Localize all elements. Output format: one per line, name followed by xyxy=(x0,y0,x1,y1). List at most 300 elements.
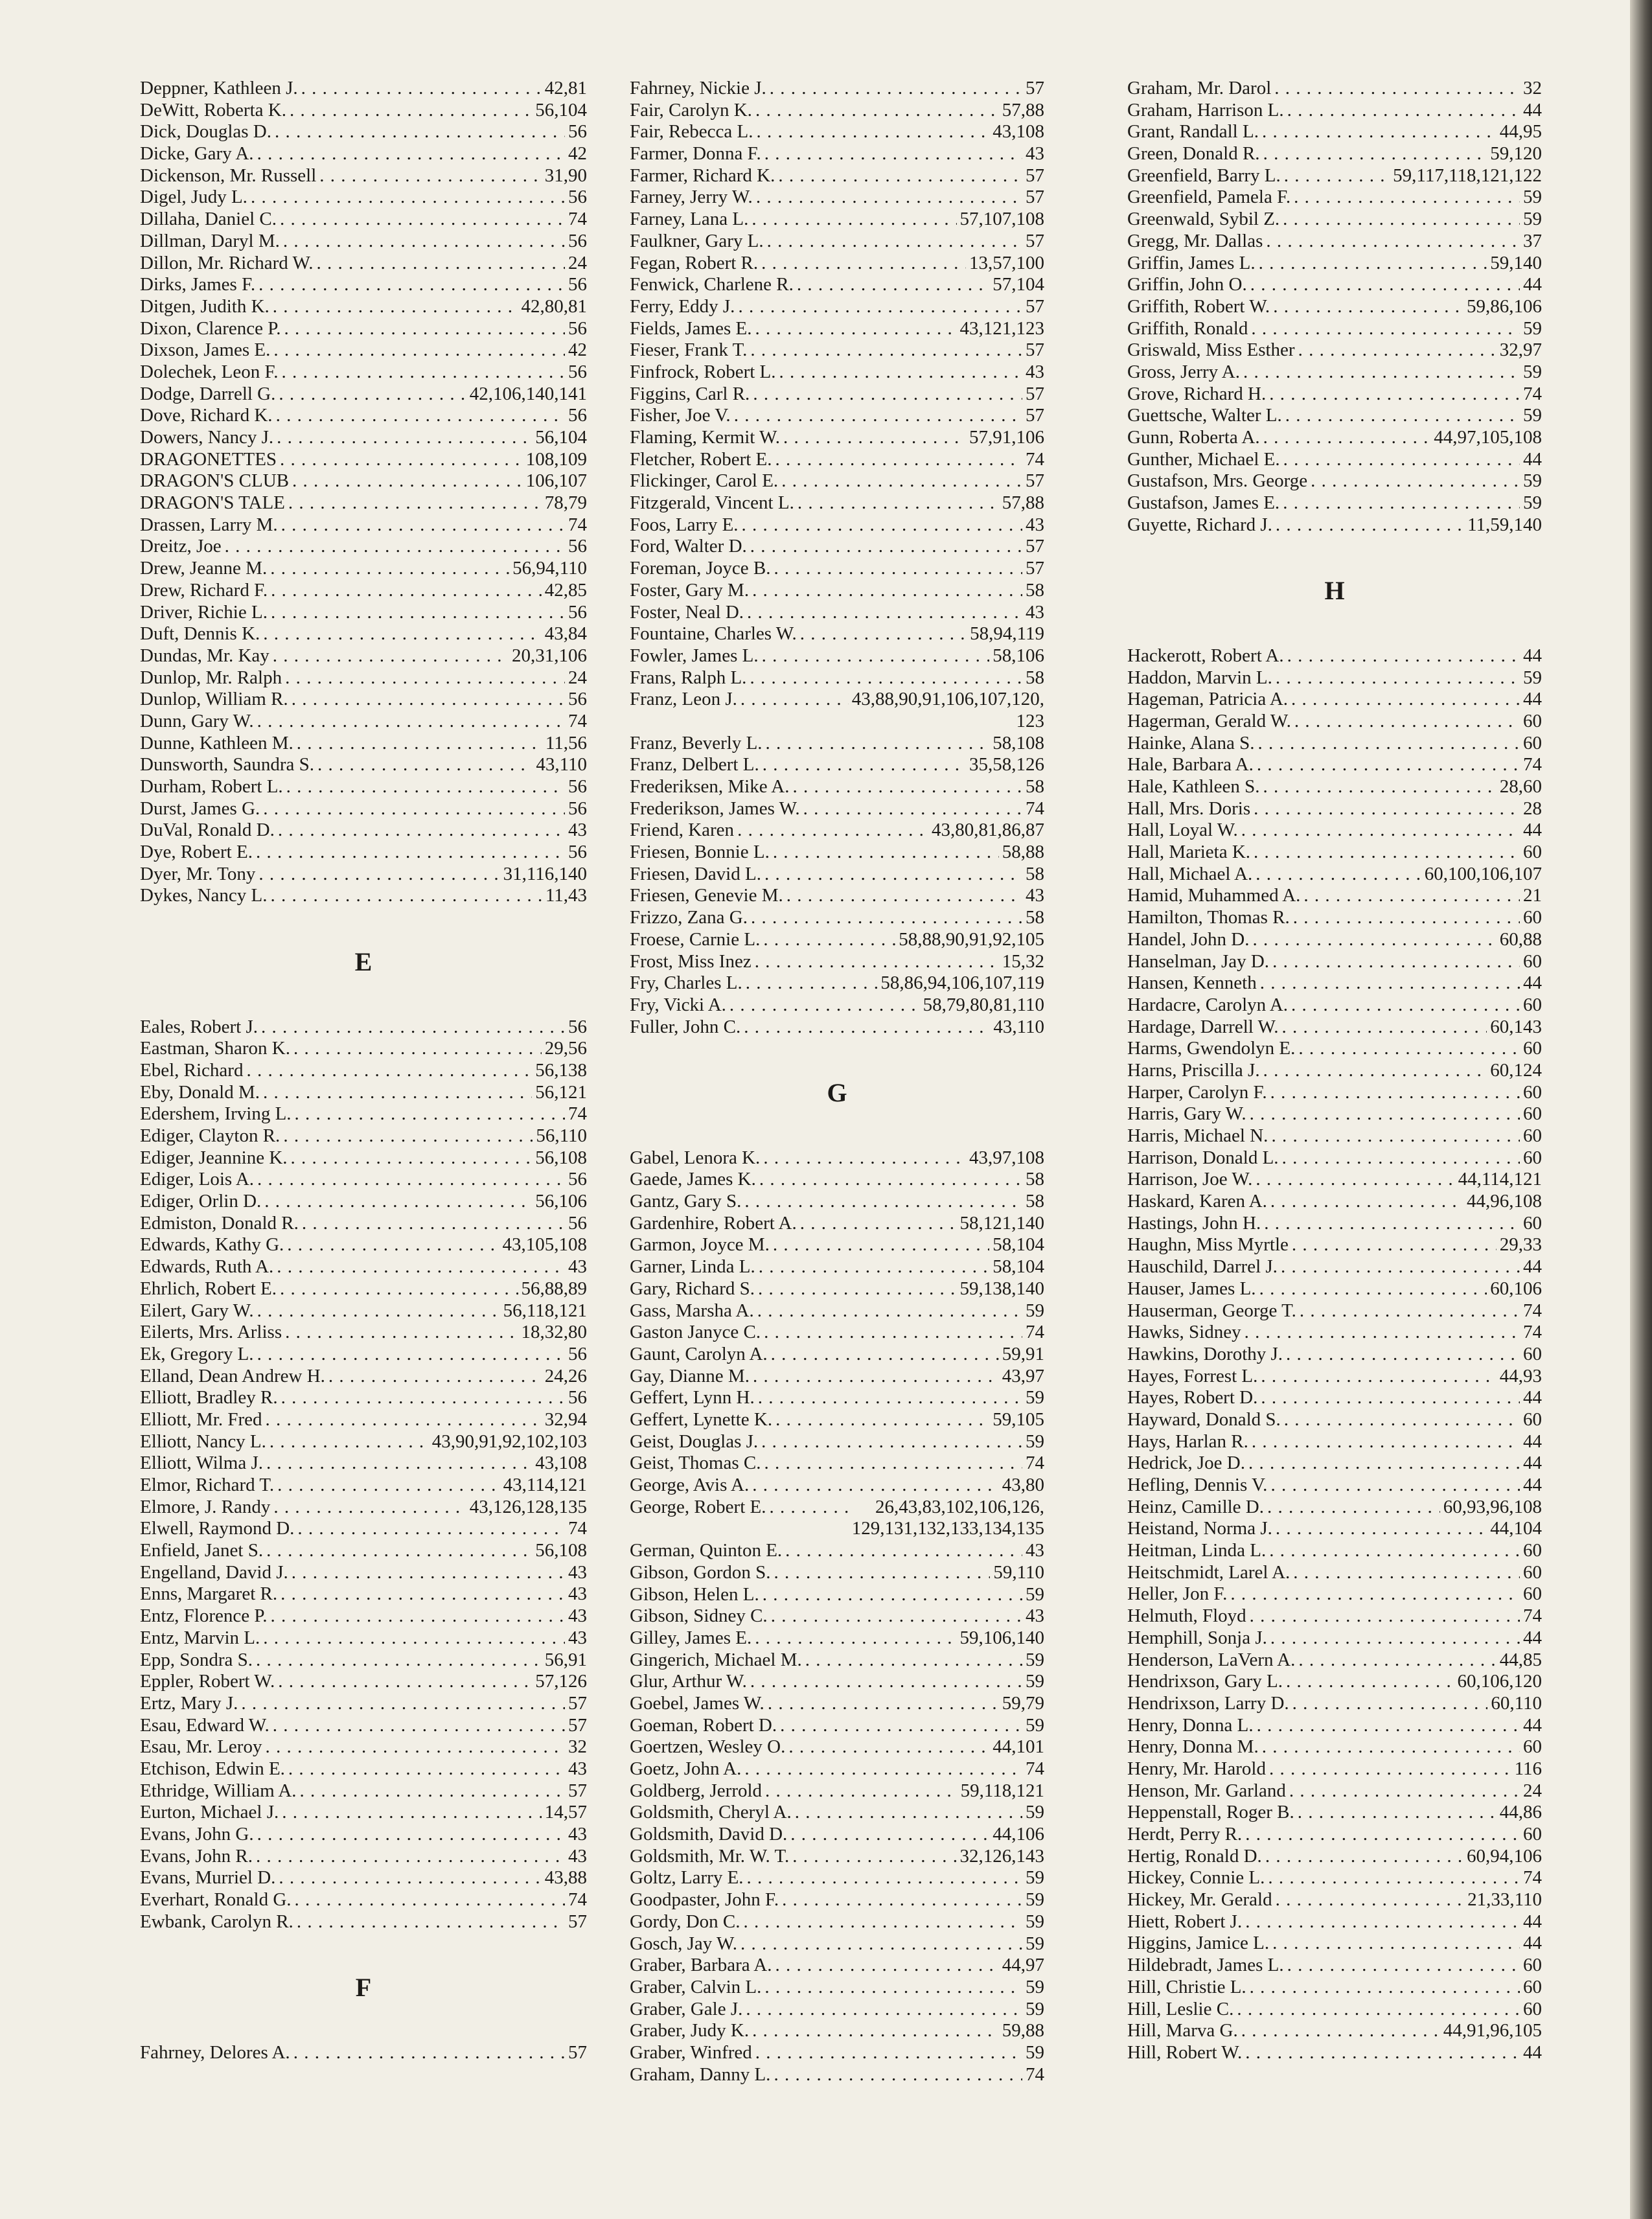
entry-name: Ditgen, Judith K. xyxy=(140,295,270,317)
dot-leader xyxy=(792,776,1022,798)
entry-pages: 42,106,140,141 xyxy=(469,383,587,404)
entry-name: Gantz, Gary S. xyxy=(630,1191,742,1212)
index-entry xyxy=(140,143,587,165)
entry-name: Hefling, Dennis V. xyxy=(1127,1475,1268,1495)
entry-name: Dillman, Daryl M. xyxy=(140,230,280,251)
dot-leader xyxy=(266,1409,542,1431)
dot-leader xyxy=(257,143,565,165)
dot-leader xyxy=(256,1846,565,1868)
entry-pages: 59 xyxy=(1523,492,1542,514)
entry-name: Driver, Richie L. xyxy=(140,601,268,623)
index-column-3 xyxy=(1127,78,1542,2064)
entry-name: Eilerts, Mrs. Arliss xyxy=(140,1322,282,1343)
entry-name: Gunther, Michael E. xyxy=(1127,448,1280,470)
entry-pages: 32,97 xyxy=(1499,339,1542,361)
entry-pages: 58 xyxy=(1026,1191,1044,1212)
dot-leader xyxy=(774,2064,1022,2086)
entry-pages: 43 xyxy=(1026,143,1044,165)
index-entry xyxy=(630,558,1044,580)
entry-name: Gibson, Sidney C. xyxy=(630,1605,768,1627)
index-entry xyxy=(630,1758,1044,1780)
entry-name: Hale, Kathleen S. xyxy=(1127,776,1260,797)
entry-pages: 43 xyxy=(568,820,587,841)
entry-name: Epp, Sondra S. xyxy=(140,1649,253,1670)
entry-name: Elliott, Nancy L. xyxy=(140,1431,266,1452)
entry-name: Ediger, Clayton R. xyxy=(140,1125,281,1146)
entry-name: Gaede, James K. xyxy=(630,1169,756,1190)
entry-name: Everhart, Ronald G. xyxy=(140,1889,292,1911)
entry-name: Fry, Charles L. xyxy=(630,972,742,994)
dot-leader xyxy=(797,274,989,296)
dot-leader xyxy=(755,2042,1022,2064)
entry-name: Graham, Danny L. xyxy=(630,2064,771,2085)
entry-pages: 44 xyxy=(1523,972,1542,994)
index-entry xyxy=(630,929,1044,951)
entry-name: Dolechek, Leon F. xyxy=(140,361,279,382)
index-entry xyxy=(140,318,587,340)
entry-pages: 74 xyxy=(1026,448,1044,470)
entry-pages: 24 xyxy=(1523,1780,1542,1801)
entry-pages: 56 xyxy=(568,317,587,339)
dot-leader xyxy=(768,1693,999,1715)
entry-pages: 43,126,128,135 xyxy=(469,1496,587,1517)
entry-name: German, Quinton E. xyxy=(630,1540,783,1561)
entry-name: Hendrixson, Gary L. xyxy=(1127,1671,1283,1692)
entry-name: Gosch, Jay W. xyxy=(630,1933,737,1954)
entry-name: Gardenhire, Robert A. xyxy=(630,1212,797,1234)
entry-pages: 57 xyxy=(1026,339,1044,361)
entry-name: Fitzgerald, Vincent L. xyxy=(630,492,794,514)
dot-leader xyxy=(302,1213,565,1235)
entry-pages: 44 xyxy=(1523,1387,1542,1408)
index-entry xyxy=(1127,1802,1542,1824)
entry-name: Fahrney, Delores A. xyxy=(140,2041,290,2063)
entry-name: Hall, Mrs. Doris xyxy=(1127,798,1251,819)
dot-leader xyxy=(1269,384,1520,406)
entry-name: Hageman, Patricia A. xyxy=(1127,689,1289,710)
entry-name: Goeman, Robert D. xyxy=(630,1714,777,1736)
dot-leader xyxy=(271,1605,565,1627)
entry-name: Ediger, Orlin D. xyxy=(140,1191,262,1212)
dot-leader xyxy=(1245,1824,1520,1846)
entry-pages: 21,33,110 xyxy=(1467,1889,1542,1911)
entry-name: Farney, Lana L. xyxy=(630,209,749,230)
dot-leader xyxy=(1298,1650,1496,1672)
entry-pages: 58 xyxy=(1026,579,1044,601)
index-entry xyxy=(1127,667,1542,689)
entry-pages: 56,94,110 xyxy=(512,558,587,579)
index-entry xyxy=(630,514,1044,536)
dot-leader xyxy=(1289,1780,1520,1802)
entry-name: Heinz, Camille D. xyxy=(1127,1496,1265,1517)
dot-leader xyxy=(775,1955,998,1977)
index-entry xyxy=(140,1147,587,1169)
index-entry xyxy=(630,1977,1044,1999)
index-entry xyxy=(630,1584,1044,1606)
dot-leader xyxy=(1287,1955,1520,1977)
entry-pages: 37 xyxy=(1523,230,1542,251)
entry-pages: 44 xyxy=(1523,1627,1542,1648)
dot-leader xyxy=(288,1758,565,1780)
entry-name: Graham, Harrison L. xyxy=(1127,99,1284,121)
index-entry xyxy=(140,1431,587,1453)
entry-name: DRAGON'S CLUB xyxy=(140,470,290,492)
dot-leader xyxy=(317,754,533,776)
index-entry xyxy=(140,339,587,362)
dot-leader xyxy=(1245,2042,1520,2064)
index-entry xyxy=(630,1562,1044,1584)
index-entry xyxy=(1127,1017,1542,1039)
entry-pages: 60 xyxy=(1523,1824,1542,1845)
index-entry xyxy=(630,427,1044,449)
entry-pages: 44 xyxy=(1523,1714,1542,1736)
entry-name: Enfield, Janet S. xyxy=(140,1540,264,1561)
entry-pages: 15,32 xyxy=(1002,950,1044,972)
entry-pages: 57 xyxy=(568,1692,587,1714)
dot-leader xyxy=(1259,253,1487,275)
index-entry xyxy=(1127,1933,1542,1955)
entry-name: Esau, Edward W. xyxy=(140,1714,270,1736)
entry-name: Dunlop, Mr. Ralph xyxy=(140,667,282,688)
entry-name: Ewbank, Carolyn R. xyxy=(140,1911,293,1932)
entry-pages: 59,86,106 xyxy=(1467,295,1542,317)
entry-pages: 59 xyxy=(1026,1976,1044,1997)
dot-leader xyxy=(1270,1627,1520,1650)
dot-leader xyxy=(1245,1911,1520,1933)
dot-leader xyxy=(279,1867,541,1889)
index-entry xyxy=(630,1999,1044,2021)
index-entry xyxy=(140,470,587,492)
dot-leader xyxy=(750,339,1022,362)
index-entry xyxy=(630,1846,1044,1868)
entry-pages: 60 xyxy=(1523,1583,1542,1605)
dot-leader xyxy=(751,907,1022,929)
entry-name: Dick, Douglas D. xyxy=(140,121,271,143)
index-entry xyxy=(630,1497,1044,1540)
entry-name: Eppler, Robert W. xyxy=(140,1671,275,1692)
entry-pages: 44,95 xyxy=(1499,121,1542,143)
dot-leader xyxy=(257,1344,565,1366)
entry-name: Elland, Dean Andrew H. xyxy=(140,1365,325,1386)
index-entry xyxy=(140,820,587,842)
entry-pages: 108,109 xyxy=(525,448,587,470)
entry-pages: 57,126 xyxy=(535,1671,587,1692)
entry-name: Graber, Judy K. xyxy=(630,2020,750,2041)
index-entry xyxy=(630,1650,1044,1672)
entry-name: Drew, Richard F. xyxy=(140,579,268,601)
entry-name: Gregg, Mr. Dallas xyxy=(1127,230,1263,251)
dot-leader xyxy=(1303,885,1520,907)
index-entry xyxy=(630,405,1044,427)
index-entry xyxy=(140,689,587,711)
index-entry xyxy=(140,427,587,449)
index-entry xyxy=(630,1605,1044,1627)
index-entry xyxy=(140,1780,587,1802)
index-entry xyxy=(630,820,1044,842)
index-entry xyxy=(1127,1191,1542,1213)
entry-pages: 58,94,119 xyxy=(970,623,1044,645)
index-entry xyxy=(630,1736,1044,1758)
entry-pages: 43,97 xyxy=(1002,1365,1044,1386)
dot-leader xyxy=(1286,1671,1454,1693)
dot-leader xyxy=(295,1103,565,1125)
dot-leader xyxy=(275,121,565,143)
entry-name: Ertz, Mary J. xyxy=(140,1692,238,1714)
entry-name: Evans, Murriel D. xyxy=(140,1867,276,1889)
entry-pages: 28 xyxy=(1523,798,1542,819)
index-entry xyxy=(630,470,1044,492)
index-entry xyxy=(1127,1344,1542,1366)
entry-pages: 57,91,106 xyxy=(969,427,1044,448)
index-entry xyxy=(630,951,1044,973)
index-entry xyxy=(140,1475,587,1497)
index-entry xyxy=(1127,1256,1542,1278)
entry-pages: 56,108 xyxy=(535,1147,587,1168)
dot-leader xyxy=(1282,1017,1487,1039)
entry-pages: 59 xyxy=(1026,1387,1044,1408)
section-heading: E xyxy=(354,947,373,976)
index-entry xyxy=(140,274,587,296)
index-entry xyxy=(1127,1475,1542,1497)
entry-pages: 59 xyxy=(1026,1998,1044,2019)
entry-pages: 32 xyxy=(1523,78,1542,98)
entry-name: Geffert, Lynette K. xyxy=(630,1408,773,1430)
entry-name: Fisher, Joe V. xyxy=(630,405,731,426)
entry-name: Griswald, Miss Esther xyxy=(1127,339,1295,361)
entry-name: Graber, Barbara A. xyxy=(630,1955,772,1976)
dot-leader xyxy=(1252,929,1496,951)
dot-leader xyxy=(270,1431,429,1453)
entry-name: Goebel, James W. xyxy=(630,1692,764,1714)
index-entry xyxy=(1127,1715,1542,1737)
entry-name: Edershem, Irving L. xyxy=(140,1103,292,1125)
dot-leader xyxy=(1266,231,1520,253)
entry-pages: 56 xyxy=(568,187,587,208)
dot-leader xyxy=(1263,143,1487,165)
entry-name: Hemphill, Sonja J. xyxy=(1127,1627,1267,1648)
index-entry xyxy=(630,296,1044,318)
entry-pages: 59 xyxy=(1523,187,1542,208)
dot-leader xyxy=(1256,864,1421,886)
entry-name: Hardacre, Carolyn A. xyxy=(1127,994,1289,1015)
entry-pages: 58 xyxy=(1026,863,1044,884)
entry-pages: 57,88 xyxy=(1002,99,1044,121)
dot-leader xyxy=(762,645,990,667)
entry-pages: 43,88,90,91,106,107,120, 123 xyxy=(851,689,1044,731)
dot-leader xyxy=(763,1584,1022,1606)
entry-name: Hamilton, Thomas R. xyxy=(1127,907,1290,928)
index-entry xyxy=(1127,820,1542,842)
index-entry xyxy=(1127,1322,1542,1344)
dot-leader xyxy=(251,187,565,209)
index-entry xyxy=(630,1955,1044,1977)
entry-pages: 57 xyxy=(1026,230,1044,251)
entry-pages: 56 xyxy=(568,601,587,623)
entry-pages: 59 xyxy=(1523,470,1542,492)
entry-name: Hanselman, Jay D. xyxy=(1127,950,1270,972)
entry-name: Henderson, LaVern A. xyxy=(1127,1649,1296,1670)
entry-pages: 74 xyxy=(1026,1322,1044,1343)
index-column-1 xyxy=(140,78,587,2064)
dot-leader xyxy=(271,885,542,907)
index-entry xyxy=(1127,143,1542,165)
entry-pages: 58,86,94,106,107,119 xyxy=(880,972,1044,994)
entry-pages: 21 xyxy=(1523,885,1542,906)
dot-leader xyxy=(271,602,565,624)
entry-pages: 56,104 xyxy=(535,427,587,448)
section-heading: F xyxy=(355,1972,372,2002)
entry-name: Deppner, Kathleen J. xyxy=(140,78,298,98)
index-entry xyxy=(1127,1038,1542,1060)
index-entry xyxy=(630,864,1044,886)
entry-pages: 44 xyxy=(1523,1933,1542,1954)
dot-leader xyxy=(746,1999,1022,2021)
entry-pages: 60 xyxy=(1523,1038,1542,1059)
entry-name: Fountaine, Charles W. xyxy=(630,623,797,645)
entry-pages: 74 xyxy=(1026,1453,1044,1474)
entry-name: Geist, Thomas C. xyxy=(630,1453,761,1474)
index-entry xyxy=(1127,231,1542,253)
entry-pages: 56 xyxy=(568,536,587,557)
dot-leader xyxy=(1276,1889,1464,1911)
index-entry xyxy=(140,667,587,689)
index-entry xyxy=(140,1256,587,1278)
entry-pages: 60 xyxy=(1523,1147,1542,1168)
index-entry xyxy=(140,492,587,514)
entry-pages: 43 xyxy=(568,1824,587,1845)
entry-pages: 59 xyxy=(1026,1649,1044,1670)
dot-leader xyxy=(1272,1933,1520,1955)
entry-name: Eastman, Sharon K. xyxy=(140,1038,290,1059)
entry-pages: 31,90 xyxy=(544,165,587,186)
dot-leader xyxy=(1298,1038,1520,1060)
entry-pages: 60 xyxy=(1523,907,1542,928)
index-entry xyxy=(140,1671,587,1693)
index-entry xyxy=(1127,1387,1542,1409)
entry-pages: 59,91 xyxy=(1002,1343,1044,1364)
entry-name: Dixson, James E. xyxy=(140,339,271,361)
dot-leader xyxy=(1254,798,1520,820)
entry-name: Henry, Mr. Harold xyxy=(1127,1758,1266,1779)
dot-leader xyxy=(280,1278,518,1300)
dot-leader xyxy=(759,1256,990,1278)
dot-leader xyxy=(288,492,542,514)
entry-pages: 56,106 xyxy=(535,1191,587,1212)
index-entry xyxy=(1127,362,1542,384)
dot-leader xyxy=(319,165,541,187)
entry-name: Harrison, Joe W. xyxy=(1127,1169,1253,1190)
index-entry xyxy=(140,842,587,864)
entry-name: Greenwald, Sybil Z. xyxy=(1127,209,1280,230)
entry-name: Friesen, David L. xyxy=(630,863,761,884)
index-entry xyxy=(630,1911,1044,1933)
entry-name: Frans, Ralph L. xyxy=(630,667,747,688)
entry-pages: 56,88,89 xyxy=(521,1278,587,1299)
index-entry xyxy=(630,1431,1044,1453)
entry-pages: 44,114,121 xyxy=(1458,1169,1542,1190)
entry-name: Hamid, Muhammed A. xyxy=(1127,885,1301,906)
entry-pages: 60,94,106 xyxy=(1467,1845,1542,1867)
entry-name: Hill, Robert W. xyxy=(1127,2041,1243,2063)
dot-leader xyxy=(261,1017,565,1039)
entry-name: Dickenson, Mr. Russell xyxy=(140,165,317,186)
entry-name: Ek, Gregory L. xyxy=(140,1343,254,1364)
index-entry xyxy=(630,1256,1044,1278)
entry-pages: 74 xyxy=(1523,754,1542,776)
dot-leader xyxy=(1254,842,1520,864)
entry-pages: 43 xyxy=(1026,1605,1044,1627)
index-entry xyxy=(630,645,1044,667)
index-entry xyxy=(140,1344,587,1366)
dot-leader xyxy=(295,1889,565,1911)
dot-leader xyxy=(1261,1387,1520,1409)
entry-pages: 24 xyxy=(568,252,587,273)
entry-name: Harns, Priscilla J. xyxy=(1127,1059,1260,1081)
entry-name: Dunn, Gary W. xyxy=(140,710,254,731)
dot-leader xyxy=(1250,1605,1520,1627)
dot-leader xyxy=(774,1562,991,1584)
spacer xyxy=(630,1038,1044,1060)
entry-pages: 58 xyxy=(1026,1169,1044,1190)
entry-pages: 44 xyxy=(1523,1475,1542,1495)
dot-leader xyxy=(792,1846,956,1868)
dot-leader xyxy=(1230,1583,1520,1605)
index-entry xyxy=(1127,405,1542,427)
index-entry xyxy=(140,580,587,602)
dot-leader xyxy=(744,1911,1022,1933)
index-entry xyxy=(1127,995,1542,1017)
entry-name: Heitschmidt, Larel A. xyxy=(1127,1561,1291,1583)
dot-leader xyxy=(273,339,565,362)
entry-pages: 56 xyxy=(568,842,587,863)
index-entry xyxy=(140,1758,587,1780)
dot-leader xyxy=(781,470,1022,492)
index-entry xyxy=(1127,645,1542,667)
entry-name: Friesen, Genevie M. xyxy=(630,885,783,906)
dot-leader xyxy=(273,296,518,318)
dot-leader xyxy=(1263,427,1431,449)
entry-name: Franz, Beverly L. xyxy=(630,732,763,753)
entry-name: Goodpaster, John F. xyxy=(630,1889,779,1911)
entry-pages: 44,93 xyxy=(1499,1365,1542,1386)
index-entry xyxy=(1127,864,1542,886)
entry-name: Finfrock, Robert L. xyxy=(630,361,776,382)
entry-name: Fletcher, Robert E. xyxy=(630,448,772,470)
dot-leader xyxy=(803,798,1022,820)
entry-name: Hauserman, George T. xyxy=(1127,1300,1296,1321)
entry-pages: 60 xyxy=(1523,1408,1542,1430)
dot-leader xyxy=(263,1627,565,1650)
index-entry xyxy=(140,864,587,886)
entry-name: Hawks, Sidney xyxy=(1127,1322,1241,1343)
entry-name: Hildebradt, James L. xyxy=(1127,1955,1284,1976)
entry-pages: 14,57 xyxy=(544,1802,587,1823)
dot-leader xyxy=(805,1650,1022,1672)
entry-pages: 56 xyxy=(568,274,587,295)
index-entry xyxy=(140,165,587,187)
entry-pages: 57 xyxy=(568,1911,587,1932)
dot-leader xyxy=(270,558,509,580)
entry-pages: 43,121,123 xyxy=(959,317,1044,339)
index-entry xyxy=(140,362,587,384)
index-entry xyxy=(140,1846,587,1868)
dot-leader xyxy=(766,733,990,755)
index-entry xyxy=(140,231,587,253)
index-entry xyxy=(140,1060,587,1082)
entry-name: Higgins, Jamice L. xyxy=(1127,1933,1270,1954)
index-entry xyxy=(140,645,587,667)
index-entry xyxy=(140,1125,587,1147)
